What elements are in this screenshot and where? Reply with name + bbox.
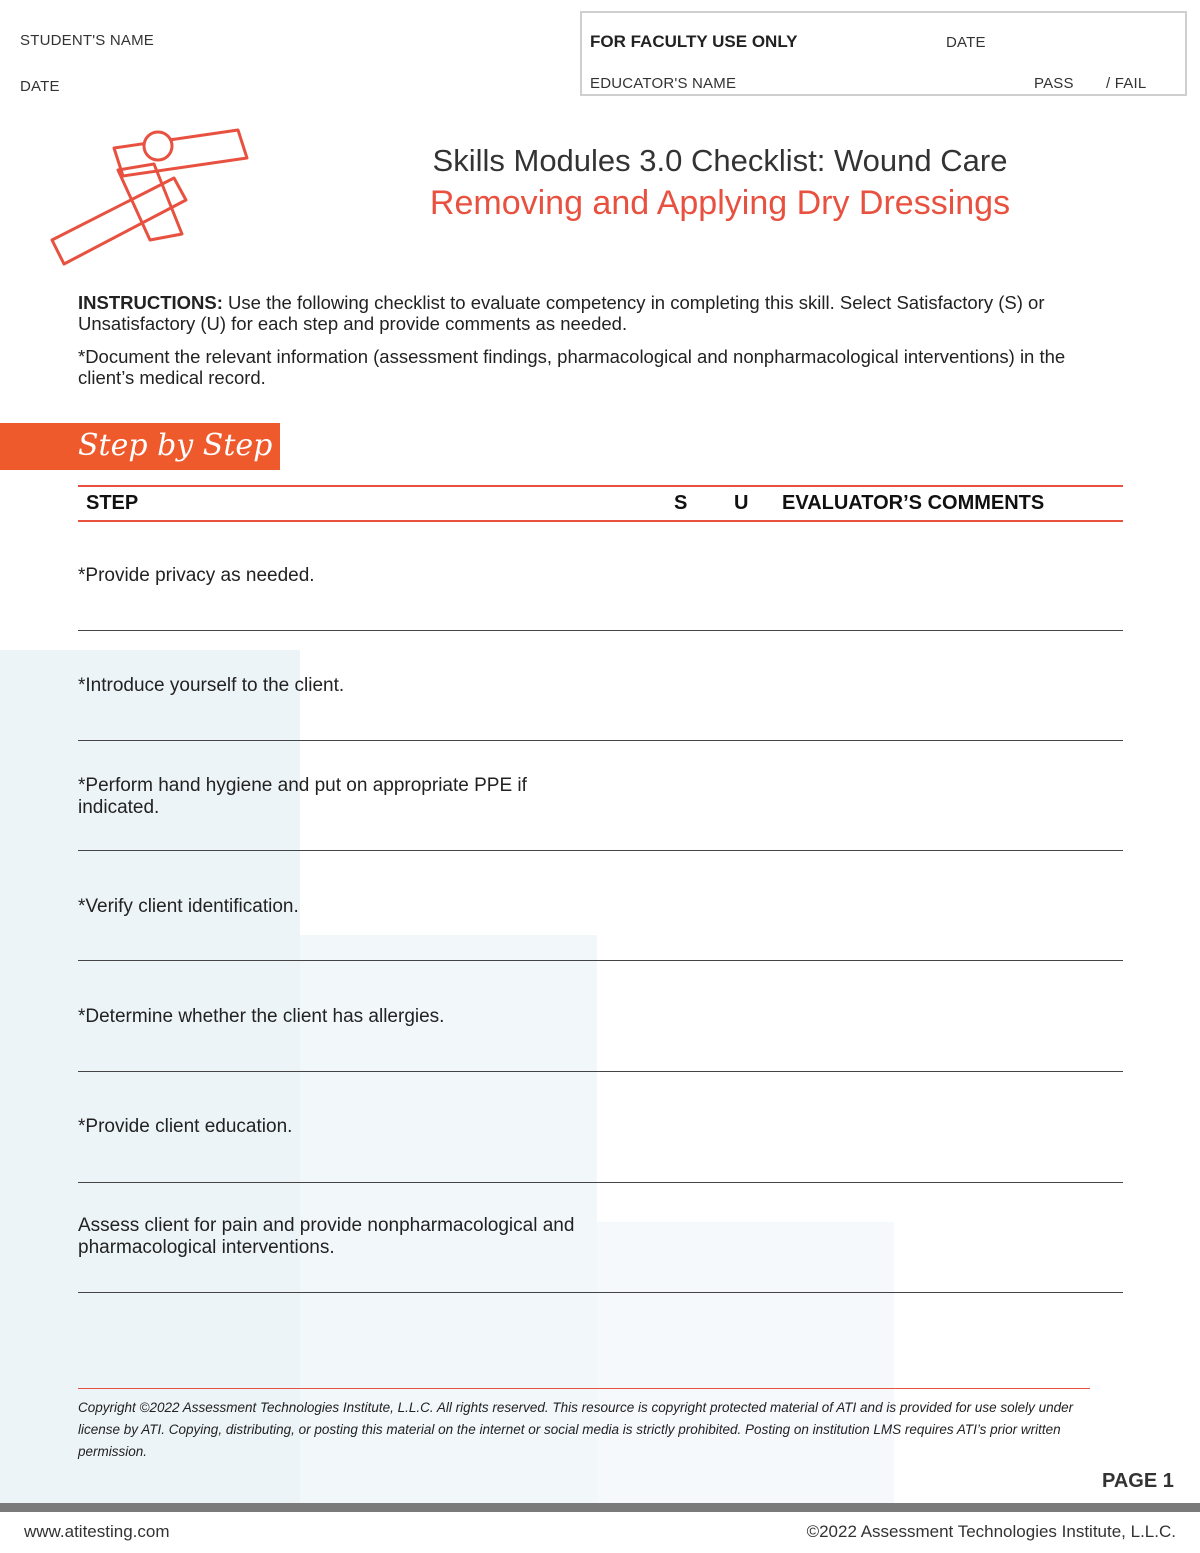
documentation-note: *Document the relevant information (assessment findings, pharmacological and nonpharmacological interventions) in the client’s medical record. bbox=[78, 346, 1066, 388]
skill-title: Removing and Applying Dry Dressings bbox=[429, 184, 1011, 222]
table-row[interactable] bbox=[78, 960, 1123, 1072]
student-name-label: STUDENT'S NAME bbox=[20, 32, 155, 49]
footer-bar bbox=[0, 1503, 1200, 1512]
faculty-use-box bbox=[580, 11, 1187, 96]
checklist-table-header bbox=[78, 485, 1123, 522]
table-row[interactable] bbox=[78, 630, 1123, 741]
step-text: *Perform hand hygiene and put on appropriate PPE if indicated. bbox=[78, 775, 527, 818]
step-text: *Provide client education. bbox=[78, 1116, 293, 1137]
footer-company: ©2022 Assessment Technologies Institute, L.L.C. bbox=[806, 1522, 1176, 1541]
footer-divider bbox=[78, 1388, 1090, 1389]
step-text: *Determine whether the client has allergies. bbox=[78, 1006, 445, 1027]
date-label: DATE bbox=[20, 78, 60, 95]
faculty-use-title: FOR FACULTY USE ONLY bbox=[590, 32, 798, 51]
table-row[interactable] bbox=[78, 850, 1123, 961]
faculty-date-label: DATE bbox=[946, 34, 986, 51]
copyright-notice: Copyright ©2022 Assessment Technologies Institute, L.L.C. All rights reserved. This resource is copyright protected material of ATI and is provided for use solely under license by ATI. Copying, distributing, or posting this material on the internet or social media is strictly prohibited. Posting on institution LMS requires ATI’s prior written permission. bbox=[78, 1400, 1074, 1459]
pass-label: PASS bbox=[1034, 75, 1074, 92]
instructions bbox=[78, 292, 1078, 400]
header-unsatisfactory: U bbox=[734, 492, 749, 514]
table-row[interactable] bbox=[78, 1182, 1123, 1293]
step-text: Assess client for pain and provide nonpharmacological and pharmacological interventions. bbox=[78, 1215, 575, 1258]
step-text: *Verify client identification. bbox=[78, 896, 299, 917]
checklist-title: Skills Modules 3.0 Checklist: Wound Care bbox=[432, 143, 1008, 178]
website-link[interactable]: www.atitesting.com bbox=[24, 1522, 170, 1541]
instructions-text: Use the following checklist to evaluate competency in completing this skill. Select Satisfactory (S) or Unsatisfactory (U) for each step and provide comments as needed. bbox=[78, 292, 1045, 334]
header-evaluator-comments: EVALUATOR’S COMMENTS bbox=[782, 492, 1045, 514]
section-banner-label: Step by Step bbox=[78, 428, 273, 463]
header-step: STEP bbox=[86, 492, 139, 514]
header-satisfactory: S bbox=[674, 492, 688, 514]
step-text: *Provide privacy as needed. bbox=[78, 565, 315, 586]
step-text: *Introduce yourself to the client. bbox=[78, 675, 345, 696]
table-row[interactable] bbox=[78, 520, 1123, 631]
table-row[interactable] bbox=[78, 740, 1123, 851]
section-banner bbox=[0, 423, 280, 470]
educator-name-label: EDUCATOR'S NAME bbox=[590, 75, 737, 92]
page-number: PAGE 1 bbox=[1102, 1470, 1174, 1492]
fail-label: / FAIL bbox=[1106, 75, 1147, 92]
table-row[interactable] bbox=[78, 1071, 1123, 1183]
instructions-lead: INSTRUCTIONS: bbox=[78, 292, 223, 313]
